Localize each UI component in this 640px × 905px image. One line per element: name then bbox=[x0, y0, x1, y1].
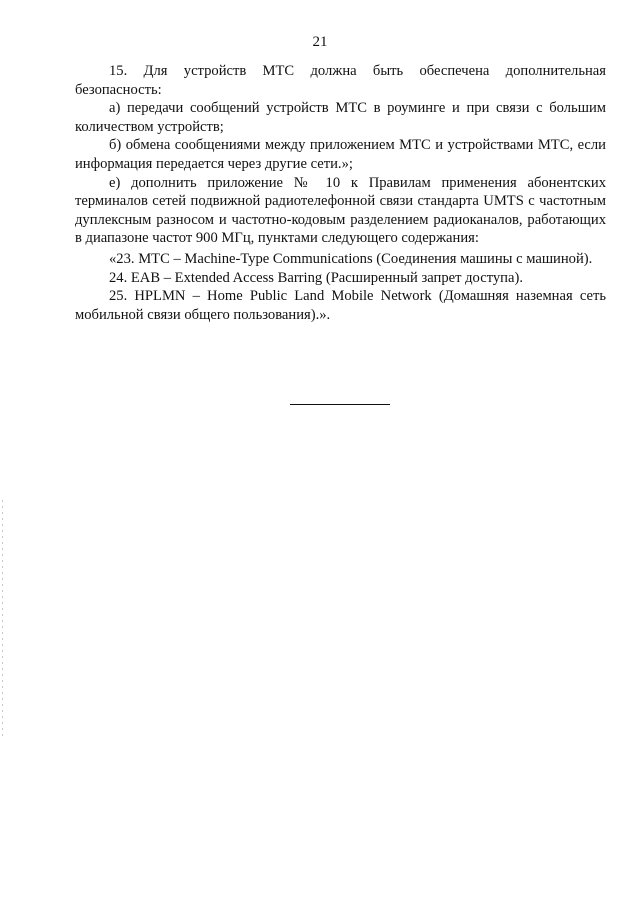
paragraph-23: «23. МТС – Machine-Type Communications (Соединения машины с машиной). bbox=[109, 250, 593, 267]
document-body bbox=[75, 62, 606, 324]
paragraph-item-e: е) дополнить приложение № 10 к Правилам применения абонентских терминалов сетей подвижной радиотелефонной связи стандарта UMTS с частотным дуплексным разносом и частотно-кодовым разделением радиоканалов, работающих в диапазоне частот 900 МГц, пунктами следующего содержания: bbox=[75, 174, 606, 247]
paragraph-item-a: а) передачи сообщений устройств МТС в роуминге и при связи с большим количеством устройств; bbox=[75, 100, 606, 135]
paragraph-24: 24. EAB – Extended Access Barring (Расширенный запрет доступа). bbox=[109, 269, 523, 286]
end-divider-line bbox=[290, 404, 390, 405]
paragraph-25: 25. HPLMN – Home Public Land Mobile Network (Домашняя наземная сеть мобильной связи общего пользования).». bbox=[75, 288, 606, 323]
paragraph-15: 15. Для устройств МТС должна быть обеспечена дополнительная безопасность: bbox=[75, 63, 606, 98]
page-number: 21 bbox=[312, 34, 328, 50]
paragraph-item-b: б) обмена сообщениями между приложением МТС и устройствами МТС, если информация передается через другие сети.»; bbox=[75, 137, 606, 172]
scan-edge-mark bbox=[2, 500, 3, 740]
